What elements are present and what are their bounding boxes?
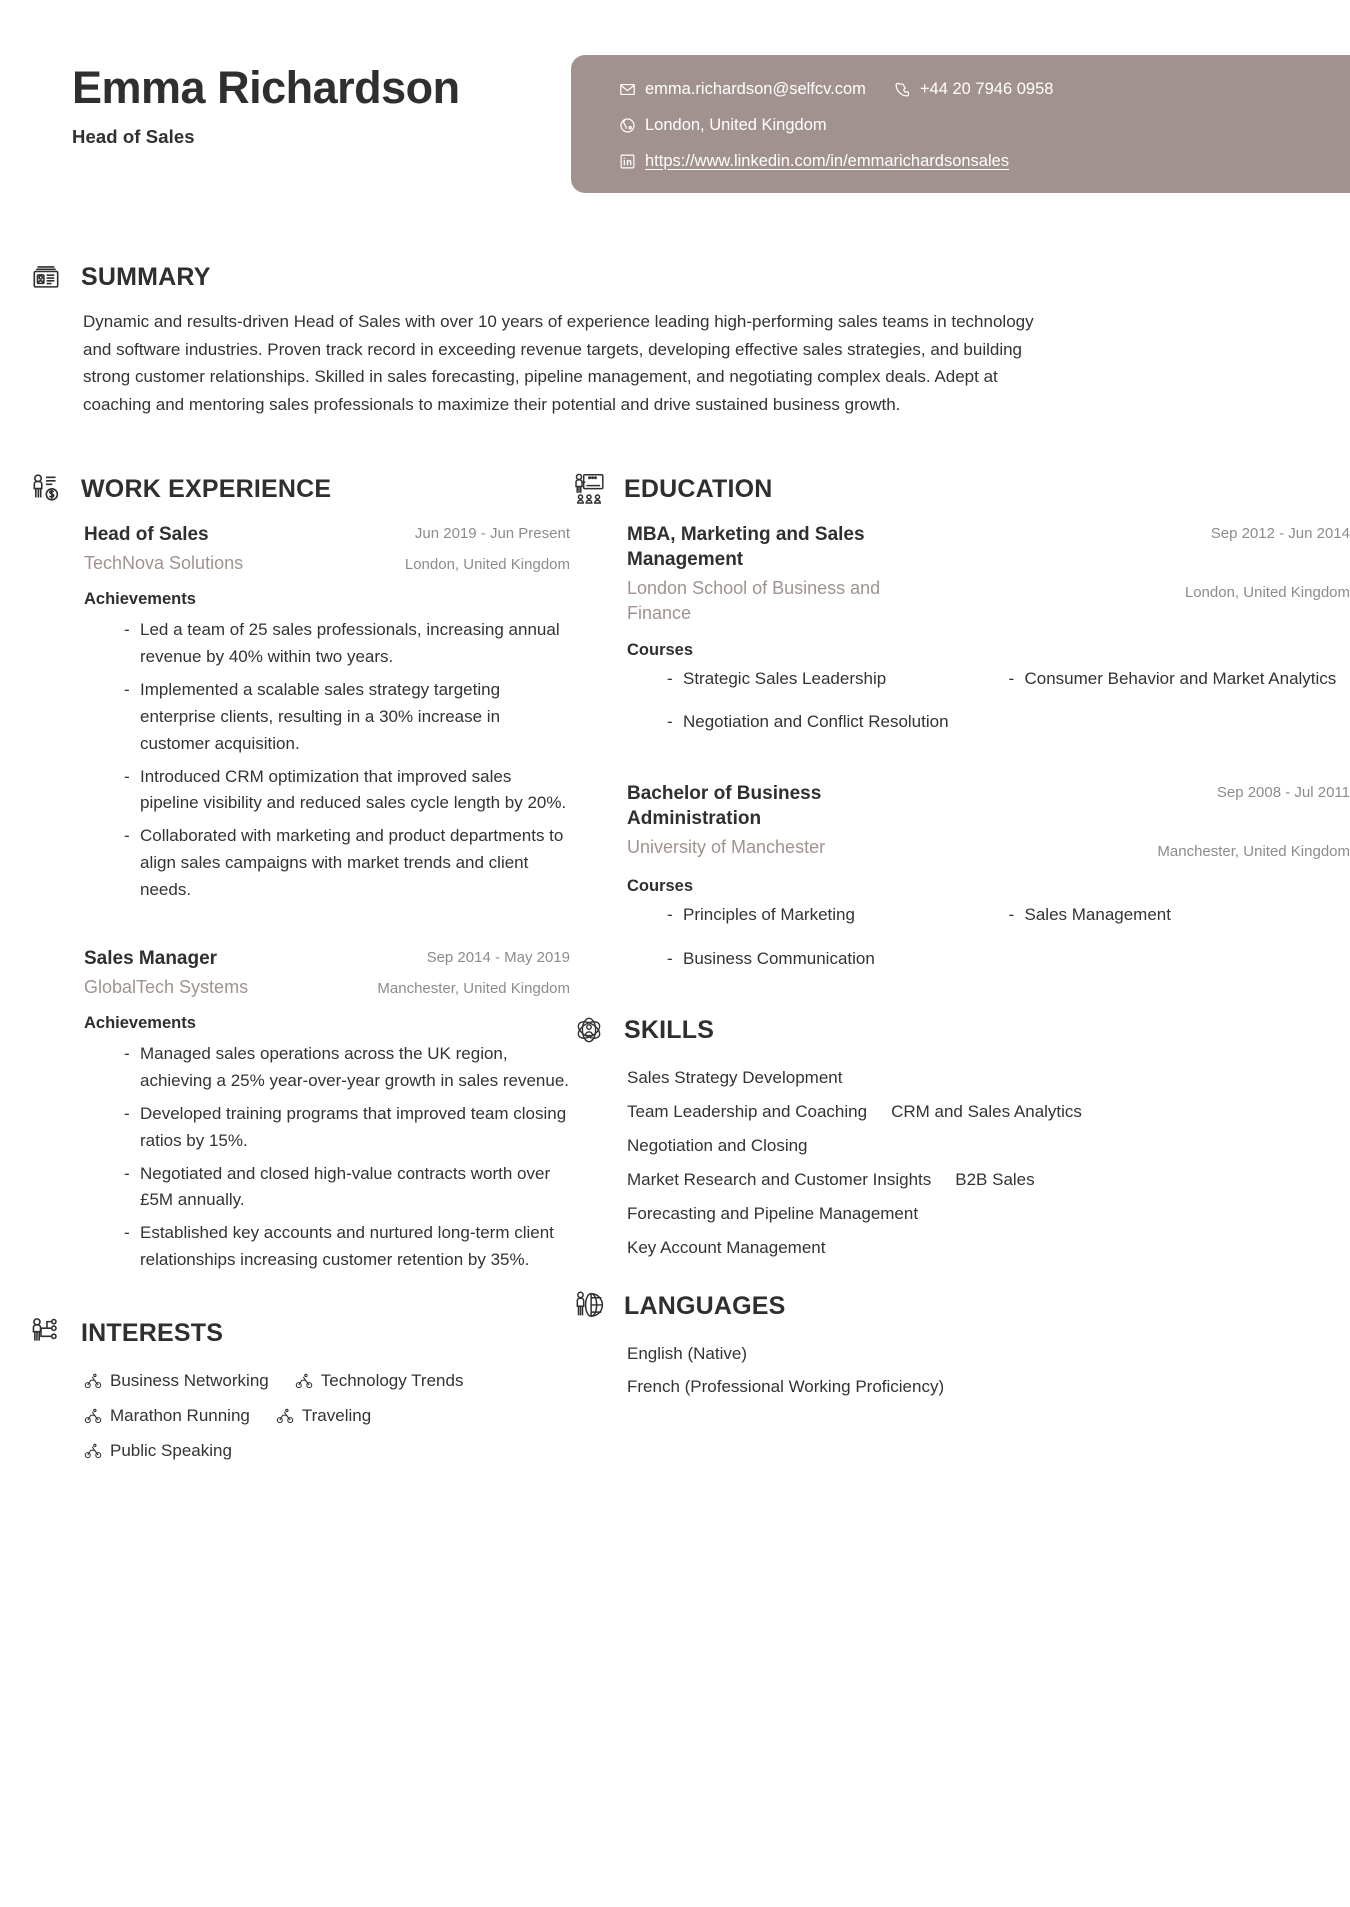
education-section [570,470,1350,989]
bicycle-icon [84,1372,102,1390]
atom-person-icon [570,1011,608,1049]
achievement-item: - Developed training programs that improved team closing ratios by 15%. [124,1101,570,1155]
interests-header [27,1314,570,1352]
education-school: London School of Business and Finance [627,578,881,624]
education-date: Sep 2008 - Jul 2011 [1216,784,1350,802]
education-school: University of Manchester [627,837,826,858]
course-item: - Sales Management [1009,902,1350,928]
achievement-item: - Managed sales operations across the UK region, achieving a 25% year-over-year growth in sales revenue. [124,1041,570,1095]
summary-section [27,258,1037,418]
work-organization: TechNova Solutions [84,553,244,574]
achievement-item: - Negotiated and closed high-value contracts worth over £5M annually. [124,1161,570,1215]
interest-item [84,1399,250,1434]
achievements-label: Achievements [84,590,196,609]
interest-label: Technology Trends [320,1371,464,1390]
skill-item: Market Research and Customer Insights [627,1170,932,1190]
left-column [0,470,570,1469]
education-degree: MBA, Marketing and Sales Management [627,524,865,571]
education-entry [570,522,1350,753]
interest-label: Marathon Running [110,1405,250,1425]
education-header [570,470,1350,508]
courses-label: Courses [627,640,694,659]
work-experience-title: WORK EXPERIENCE [81,474,332,503]
education-location: London, United Kingdom [1184,584,1350,602]
language-item: English (Native) [627,1344,747,1364]
interest-item [276,1399,371,1434]
skill-item: Forecasting and Pipeline Management [627,1204,919,1224]
envelope-icon [619,81,636,98]
skills-header [570,1011,1350,1049]
languages-header [570,1287,1350,1325]
interest-item [84,1434,232,1469]
achievement-item: - Introduced CRM optimization that improved sales pipeline visibility and reduced sales cycle length by 20%. [124,764,570,818]
contact-location [619,116,827,136]
interest-label: Traveling [301,1405,372,1425]
id-card-icon [27,258,65,296]
languages-section [570,1287,1350,1403]
bicycle-icon [84,1407,102,1425]
contact-email-text: emma.richardson@selfcv.com [645,80,866,98]
work-entry [27,946,570,1274]
skills-list [627,1061,1097,1265]
work-location: London, United Kingdom [404,556,570,574]
education-degree: Bachelor of Business Administration [627,783,822,830]
contact-card [571,55,1350,193]
course-item: - Business Communication [667,946,1009,972]
interests-list [84,1364,544,1469]
resume-header [0,0,1350,235]
contact-location-text: London, United Kingdom [645,115,827,134]
course-item: - Strategic Sales Leadership [667,666,1009,692]
skill-item: B2B Sales [955,1170,1035,1190]
courses-label: Courses [627,876,694,895]
languages-title: LANGUAGES [624,1291,786,1320]
skills-section [570,1011,1350,1265]
interests-title: INTERESTS [81,1318,224,1347]
person-globe-icon [570,1287,608,1325]
teacher-board-icon [570,470,608,508]
person-salary-icon [27,470,65,508]
skill-item: CRM and Sales Analytics [891,1102,1082,1122]
achievements-list [84,617,570,904]
summary-header [27,258,1037,296]
achievements-label: Achievements [84,1014,196,1033]
work-date: Jun 2019 - Jun Present [414,525,570,542]
bicycle-icon [84,1442,102,1460]
skill-item: Negotiation and Closing [627,1136,808,1156]
skills-title: SKILLS [624,1015,715,1044]
languages-list [627,1337,1350,1403]
courses-list [627,666,1350,754]
globe-icon [619,117,636,134]
course-item: - Consumer Behavior and Market Analytics [1009,666,1350,692]
work-role: Sales Manager [84,947,218,969]
contact-row-3 [619,152,1350,172]
phone-icon [894,81,911,98]
interest-label: Public Speaking [110,1440,232,1460]
course-item: - Principles of Marketing [667,902,1009,928]
summary-title: SUMMARY [81,262,211,291]
education-title: EDUCATION [624,474,773,503]
contact-phone-text: +44 20 7946 0958 [919,80,1054,98]
contact-row-2 [619,116,1350,136]
skill-item: Key Account Management [627,1238,826,1258]
bicycle-icon [295,1372,313,1390]
achievement-item: - Collaborated with marketing and product departments to align sales campaigns with market trends and client needs. [124,823,570,904]
contact-phone[interactable] [894,80,1054,100]
linkedin-icon [619,153,636,170]
achievement-item: - Implemented a scalable sales strategy targeting enterprise clients, resulting in a 30% increase in customer acquisition. [124,677,570,758]
work-role: Head of Sales [84,524,209,545]
education-entry [570,781,1350,989]
achievement-item: - Established key accounts and nurtured long-term client relationships increasing customer retention by 35%. [124,1220,570,1274]
person-network-icon [27,1314,65,1352]
contact-row-1 [619,80,1350,100]
education-location: Manchester, United Kingdom [1157,843,1350,861]
right-column [570,470,1350,1469]
work-experience-header [27,470,570,508]
work-entry [27,522,570,904]
page-title: Emma Richardson [72,62,460,113]
work-location: Manchester, United Kingdom [377,980,570,998]
work-organization: GlobalTech Systems [84,976,249,997]
language-item: French (Professional Working Proficiency) [627,1377,945,1397]
achievement-item: - Led a team of 25 sales professionals, increasing annual revenue by 40% within two years. [124,617,570,671]
contact-linkedin-text[interactable]: https://www.linkedin.com/in/emmarichardsonsales [645,151,1010,170]
course-item: - Negotiation and Conflict Resolution [667,709,1009,735]
skill-item: Sales Strategy Development [627,1068,843,1088]
skill-item: Team Leadership and Coaching [627,1102,868,1122]
interest-item [295,1364,464,1399]
interest-label: Business Networking [110,1371,269,1390]
contact-email[interactable] [619,80,866,100]
interests-section [27,1314,570,1469]
achievements-list [84,1041,570,1274]
contact-linkedin[interactable] [619,152,1009,172]
courses-list [627,902,1350,990]
interest-item [84,1364,269,1399]
name-block [72,62,460,148]
work-date: Sep 2014 - May 2019 [426,948,570,966]
content-columns [0,470,1350,1469]
job-title: Head of Sales [72,125,195,147]
education-date: Sep 2012 - Jun 2014 [1210,525,1350,542]
bicycle-icon [276,1407,294,1425]
summary-text: Dynamic and results-driven Head of Sales with over 10 years of experience leading high-performing sales teams in technology and software industries. Proven track record in exceeding revenue targets, developing effective sales strategies, and building strong customer relationships. Skilled in sales forecasting, pipeline management, and negotiating complex deals. Adept at coaching and mentoring sales professionals to maximize their potential and drive sustained business growth. [83,312,1034,414]
work-experience-section [27,470,570,1274]
